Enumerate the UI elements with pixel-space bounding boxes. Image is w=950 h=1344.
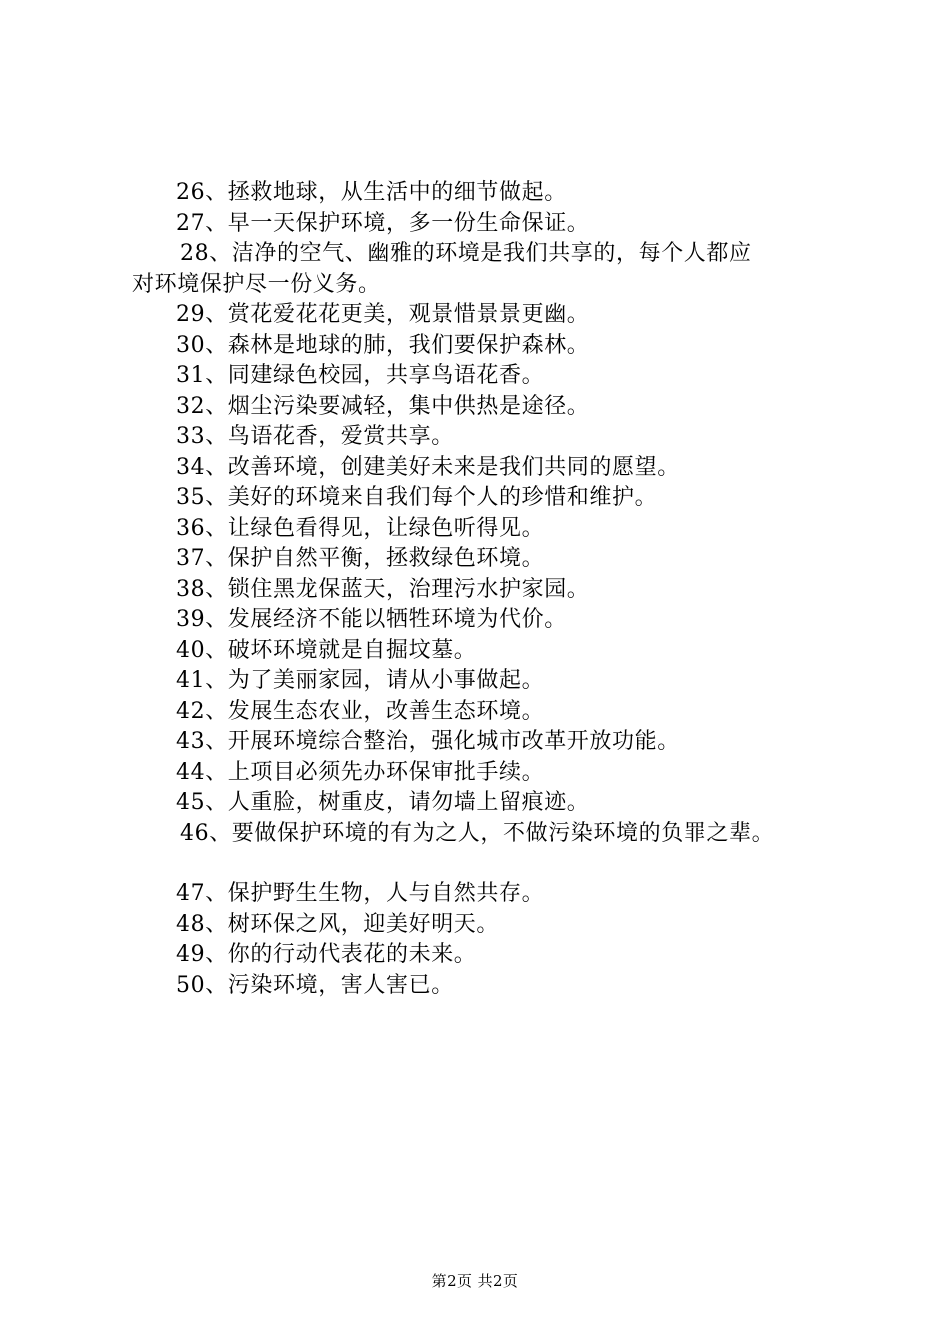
list-item: 32、烟尘污染要减轻，集中供热是途径。 — [176, 393, 590, 419]
list-item: 27、早一天保护环境，多一份生命保证。 — [176, 210, 590, 236]
list-item: 37、保护自然平衡，拯救绿色环境。 — [176, 546, 545, 571]
list-item: 46、要做保护环境的有为之人，不做污染环境的负罪之辈。 — [180, 820, 775, 846]
list-item: 49、你的行动代表花的未来。 — [176, 942, 477, 967]
list-item: 42、发展生态农业，改善生态环境。 — [176, 698, 545, 724]
list-item: 29、赏花爱花花更美，观景惜景景更幽。 — [176, 302, 590, 327]
list-item: 38、锁住黑龙保蓝天，治理污水护家园。 — [176, 576, 590, 602]
list-item: 34、改善环境，创建美好未来是我们共同的愿望。 — [176, 454, 680, 480]
slogan-list — [132, 178, 892, 1001]
list-item: 40、破坏环境就是自掘坟墓。 — [176, 637, 477, 663]
list-item: 48、树环保之风，迎美好明天。 — [176, 911, 499, 937]
list-item: 44、上项目必须先办环保审批手续。 — [176, 759, 545, 785]
list-item: 45、人重脸，树重皮，请勿墙上留痕迹。 — [176, 790, 590, 815]
list-item: 41、为了美丽家园，请从小事做起。 — [176, 668, 545, 693]
list-item: 33、鸟语花香，爱赏共享。 — [176, 424, 454, 449]
list-item: 26、拯救地球，从生活中的细节做起。 — [176, 180, 567, 205]
page-number-footer: 第2页 共2页 — [431, 1272, 519, 1290]
list-item: 31、同建绿色校园，共享鸟语花香。 — [176, 363, 545, 388]
list-item: 36、让绿色看得见，让绿色听得见。 — [176, 515, 545, 541]
list-item: 35、美好的环境来自我们每个人的珍惜和维护。 — [176, 485, 658, 510]
list-item: 43、开展环境综合整治，强化城市改革开放功能。 — [176, 729, 680, 754]
list-item: 30、森林是地球的肺，我们要保护森林。 — [176, 332, 590, 358]
list-item: 28、洁净的空气、幽雅的环境是我们共享的，每个人都应 — [180, 241, 752, 266]
list-item: 39、发展经济不能以牺牲环境为代价。 — [176, 607, 567, 632]
list-item: 50、污染环境，害人害已。 — [176, 972, 454, 998]
list-item-continuation: 对环境保护尽一份义务。 — [132, 271, 381, 297]
list-item: 47、保护野生生物，人与自然共存。 — [176, 881, 545, 906]
